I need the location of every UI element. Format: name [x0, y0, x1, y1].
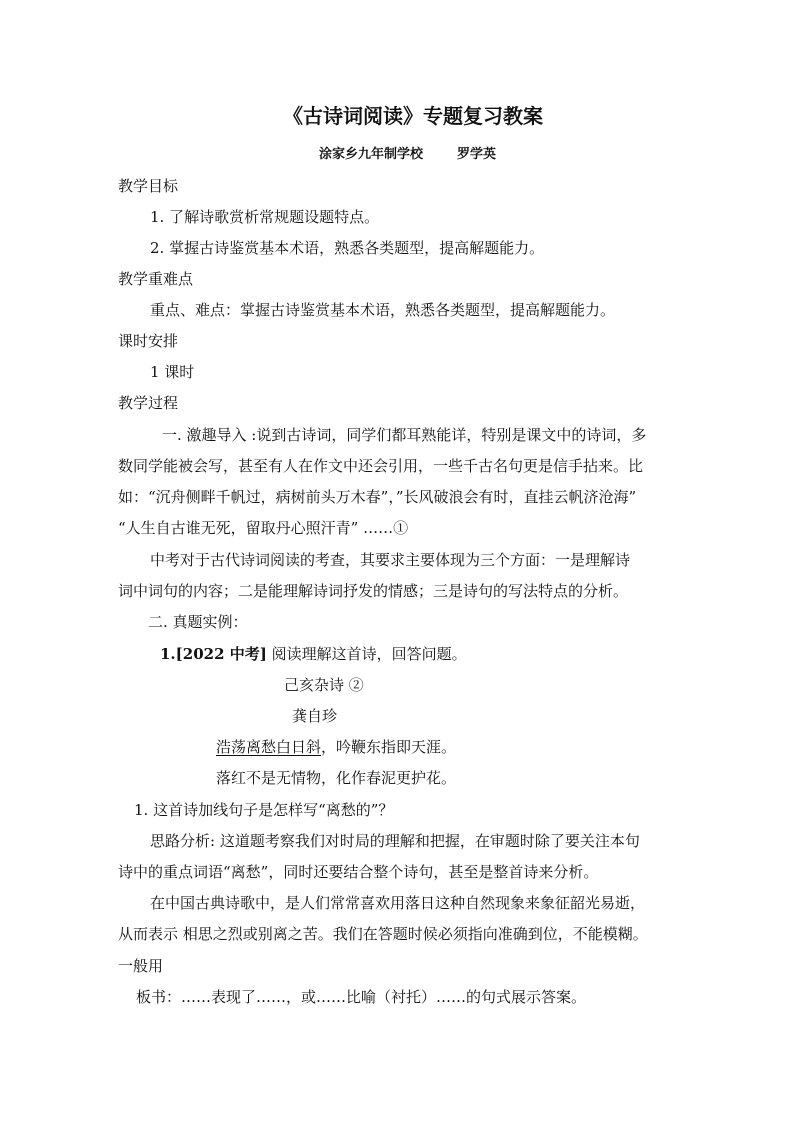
goal-2: 2. 掌握古诗鉴赏基本术语，熟悉各类题型，提高解题能力。: [150, 239, 545, 257]
intro-line-4: “人生自古谁无死，留取丹心照汗青” ……①: [118, 519, 409, 537]
heading-schedule: 课时安排: [118, 332, 179, 350]
sub-question: 1. 这首诗加线句子是怎样写“离愁的”？: [134, 801, 394, 819]
author-line: [319, 145, 496, 165]
question-tag: 1.[2022 中考]: [160, 645, 267, 663]
school-name: 涂家乡九年制学校: [319, 147, 424, 162]
poem-title: 己亥杂诗 ②: [284, 676, 364, 694]
poetry-note-line-3: 一般用: [118, 957, 164, 975]
question-line: [160, 644, 467, 664]
intro-line-3: 如：“沉舟侧畔千帆过，病树前头万木春”，”长风破浪会有时，直挂云帆济沧海”: [118, 488, 637, 506]
goal-1: 1. 了解诗歌赏析常规题设题特点。: [150, 208, 380, 226]
heading-goals: 教学目标: [118, 177, 179, 195]
question-text: 阅读理解这首诗，回答问题。: [266, 645, 467, 663]
key-points-text: 重点、难点：掌握古诗鉴赏基本术语，熟悉各类题型，提高解题能力。: [150, 301, 616, 319]
schedule-text: 1 课时: [150, 363, 195, 381]
author-name: 罗学英: [457, 147, 497, 162]
poetry-note-line-2: 从而表示 相思之烈或别离之苦。我们在答题时候必须指向准确到位，不能模糊。: [118, 925, 648, 943]
poem-underlined-phrase: 浩荡离愁白日斜: [216, 738, 322, 756]
poem-line-2: 落红不是无情物，化作春泥更护花。: [216, 769, 457, 787]
analysis-line-1: 思路分析: 这道题考察我们对时局的理解和把握，在审题时除了要关注本句: [150, 832, 640, 850]
poetry-note-line-1: 在中国古典诗歌中，是人们常常喜欢用落日这种自然现象来象征韶光易逝，: [150, 894, 646, 912]
poem-line-1-rest: ，吟鞭东指即天涯。: [321, 738, 457, 756]
heading-process: 教学过程: [118, 394, 179, 412]
intro-line-2: 数同学能被会写，甚至有人在作文中还会引用，一些千古名句更是信手拈来。比: [118, 457, 644, 475]
heading-key-points: 教学重难点: [118, 270, 194, 288]
intro-line-1: 一. 激趣导入 :说到古诗词，同学们都耳熟能详，特别是课文中的诗词，多: [162, 426, 647, 444]
board-note: 板书：……表现了……，或……比喻（衬托）……的句式展示答案。: [136, 988, 587, 1006]
analysis-line-2: 诗中的重点词语“离愁”，同时还要结合整个诗句，甚至是整首诗来分析。: [118, 863, 599, 881]
poem-line-1: [216, 737, 456, 757]
exam-req-line-2: 词中词句的内容；二是能理解诗词抒发的情感；三是诗句的写法特点的分析。: [118, 582, 629, 600]
page-title: 《古诗词阅读》专题复习教案: [283, 104, 543, 128]
poem-author: 龚自珍: [292, 707, 338, 725]
section-2-heading: 二. 真题实例：: [148, 613, 248, 631]
exam-req-line-1: 中考对于古代诗词阅读的考查，其要求主要体现为三个方面：一是理解诗: [150, 551, 631, 569]
